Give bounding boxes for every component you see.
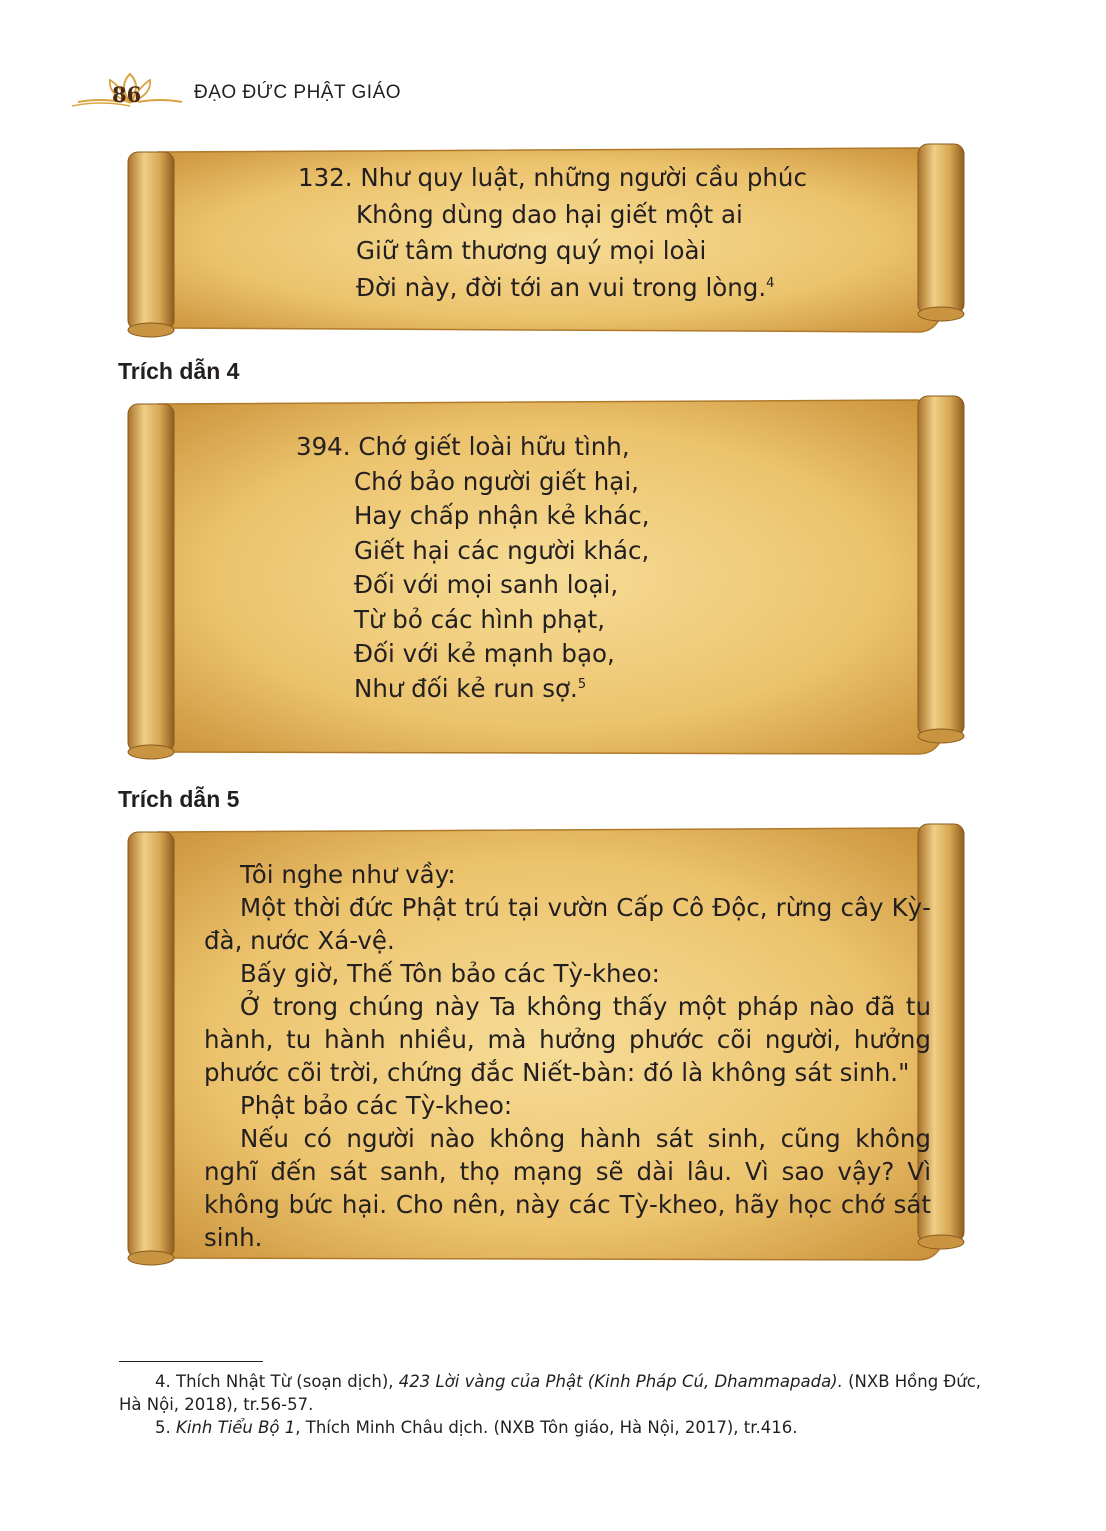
page-number: 86 (112, 82, 142, 107)
footnote-ref[interactable]: 5 (577, 676, 587, 692)
scroll-quote-3 (118, 142, 976, 338)
verse-line: Giữ tâm thương quý mọi loài (356, 236, 707, 265)
verse-line: Đối với kẻ mạnh bạo, (354, 639, 615, 668)
footnote-5: 5. Kinh Tiểu Bộ 1, Thích Minh Châu dịch. (NXB Tôn giáo, Hà Nội, 2017), tr.416. (155, 1418, 798, 1437)
book-title: ĐẠO ĐỨC PHẬT GIÁO (194, 82, 402, 103)
page-header (70, 72, 410, 112)
footnote-4: 4. Thích Nhật Từ (soạn dịch), 423 Lời vàng của Phật (Kinh Pháp Cú, Dhammapada). (NXB Hồng Đức, Hà Nội, 2018), tr.56-57. (119, 1372, 982, 1414)
scroll-quote-4 (118, 392, 976, 762)
verse-line: Đời này, đời tới an vui trong lòng.$^4$ (356, 272, 775, 302)
prose-paragraph: Bấy giờ, Thế Tôn bảo các Tỳ-kheo: (240, 959, 660, 988)
verse-line: Chớ bảo người giết hại, (354, 466, 639, 496)
footnote-ref[interactable]: 4 (766, 275, 775, 291)
verse-line: 132. Như quy luật, những người cầu phúc (298, 163, 807, 192)
section-heading: Trích dẫn 5 (118, 786, 240, 812)
scroll-quote-5 (118, 818, 976, 1268)
prose-paragraph: Tôi nghe như vầy: (240, 860, 456, 889)
prose-paragraph: Một thời đức Phật trú tại vườn Cấp Cô Độc, rừng cây Kỳ-đà, nước Xá-vệ. (204, 893, 931, 955)
verse-line: Hay chấp nhận kẻ khác, (354, 501, 650, 530)
prose-paragraph: Phật bảo các Tỳ-kheo: (240, 1091, 513, 1120)
verse-line: 394. Chớ giết loài hữu tình, (296, 432, 630, 461)
prose-paragraph: Nếu có người nào không hành sát sinh, cũng không nghĩ đến sát sanh, thọ mạng sẽ dài lâu. Vì sao vậy? Vì không bức hại. Cho nên, này các Tỳ-kheo, hãy học chớ sát sinh. (204, 1124, 931, 1252)
verse-line: Không dùng dao hại giết một ai (356, 199, 743, 229)
footnotes (119, 1370, 989, 1439)
verse-line: Từ bỏ các hình phạt, (354, 604, 606, 634)
prose-paragraph: Ở trong chúng này Ta không thấy một pháp nào đã tu hành, tu hành nhiều, mà hưởng phước cõi người, hưởng phước cõi trời, chứng đắc Niết-bàn: đó là không sát sinh." (204, 992, 931, 1087)
section-heading: Trích dẫn 4 (118, 358, 240, 384)
verse-line: Giết hại các người khác, (354, 535, 650, 565)
footnote-divider (119, 1361, 263, 1362)
verse-line: Đối với mọi sanh loại, (354, 570, 619, 599)
verse-line: Như đối kẻ run sợ.$^5$ (354, 673, 587, 703)
